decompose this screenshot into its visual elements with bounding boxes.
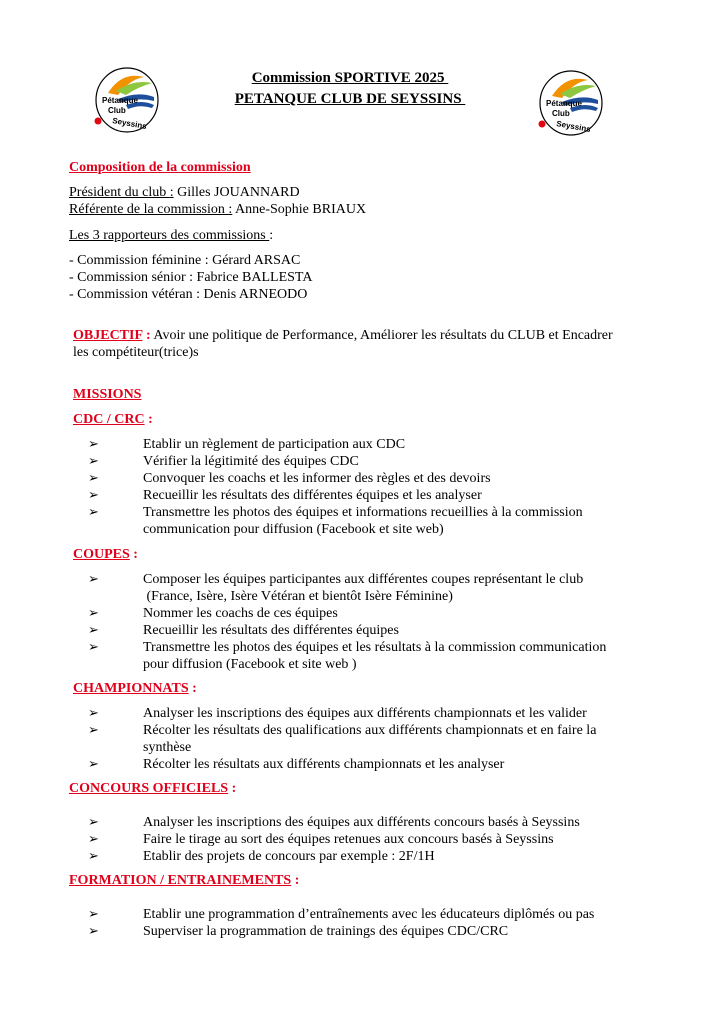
section-title-suffix: :: [129, 547, 138, 562]
page-title-line1: Commission SPORTIVE 2025: [251, 70, 449, 86]
bullet-arrow-icon: ➢: [88, 923, 99, 938]
list-item-continuation: pour diffusion (Facebook et site web ): [143, 657, 357, 672]
president-sep: :: [169, 185, 174, 200]
rapporteurs-line: [69, 227, 273, 244]
list-item: Recueillir les résultats des différentes équipes et les analyser: [143, 488, 482, 503]
section-title-suffix: :: [228, 781, 237, 796]
section-title-coupes: [73, 546, 138, 563]
bullet-arrow-icon: ➢: [88, 705, 99, 720]
section-title-text: CDC / CRC: [73, 412, 145, 427]
list-item-continuation: (France, Isère, Isère Vétéran et bientôt Isère Féminine): [143, 589, 453, 604]
list-item: Analyser les inscriptions des équipes aux différents championnats et les valider: [143, 706, 587, 721]
bullet-arrow-icon: ➢: [88, 622, 99, 637]
objectif-colon: :: [142, 328, 151, 343]
section-title-text: COUPES: [73, 547, 130, 562]
president-line: [69, 184, 300, 201]
bullet-arrow-icon: ➢: [88, 487, 99, 502]
list-item-continuation: communication pour diffusion (Facebook et site web): [143, 522, 444, 537]
section-title-suffix: :: [188, 681, 197, 696]
president-label: Président du club: [69, 185, 170, 200]
bullet-arrow-icon: ➢: [88, 571, 99, 586]
member-line: - Commission vétéran : Denis ARNEODO: [69, 287, 308, 302]
list-item: Recueillir les résultats des différentes équipes: [143, 623, 399, 638]
logo-text-line1: Pétanque: [102, 96, 139, 105]
bullet-arrow-icon: ➢: [88, 848, 99, 863]
section-title-text: CHAMPIONNATS: [73, 681, 189, 696]
objectif-text: Avoir une politique de Performance, Améliorer les résultats du CLUB et Encadrer: [150, 328, 613, 343]
objectif-label: OBJECTIF: [73, 328, 143, 343]
rapporteurs-sep: :: [269, 228, 274, 243]
list-item: Récolter les résultats aux différents championnats et les analyser: [143, 757, 505, 772]
bullet-arrow-icon: ➢: [88, 756, 99, 771]
section-title-suffix: :: [144, 412, 153, 427]
bullet-arrow-icon: ➢: [88, 906, 99, 921]
bullet-arrow-icon: ➢: [88, 831, 99, 846]
list-item: Etablir des projets de concours par exemple : 2F/1H: [143, 849, 435, 864]
list-item: Superviser la programmation de trainings des équipes CDC/CRC: [143, 924, 509, 939]
list-item: Récolter les résultats des qualifications aux différents championnats et en faire la: [143, 723, 597, 738]
bullet-arrow-icon: ➢: [88, 639, 99, 654]
composition-heading: Composition de la commission: [69, 160, 251, 175]
referente-label: Référente de la commission: [69, 202, 229, 217]
page-title-line2: PETANQUE CLUB DE SEYSSINS: [234, 91, 466, 107]
section-title-concours: [69, 780, 236, 797]
section-title-formation: [69, 872, 299, 889]
bullet-arrow-icon: ➢: [88, 605, 99, 620]
bullet-arrow-icon: ➢: [88, 436, 99, 451]
logo-text-line3: Seyssins: [555, 119, 592, 134]
section-title-text: FORMATION / ENTRAINEMENTS: [69, 873, 292, 888]
bullet-arrow-icon: ➢: [88, 814, 99, 829]
logo-text-line3: Seyssins: [111, 116, 148, 131]
referente-line: [69, 201, 366, 218]
logo-text-line1: Pétanque: [546, 99, 583, 108]
member-line: - Commission féminine : Gérard ARSAC: [69, 253, 301, 268]
referente-sep: :: [228, 202, 233, 217]
rapporteurs-label: Les 3 rapporteurs des commissions: [69, 228, 270, 243]
list-item: Analyser les inscriptions des équipes aux différents concours basés à Seyssins: [143, 815, 580, 830]
section-title-suffix: :: [291, 873, 300, 888]
list-item: Vérifier la légitimité des équipes CDC: [143, 454, 359, 469]
bullet-arrow-icon: ➢: [88, 722, 99, 737]
referente-name: Anne-Sophie BRIAUX: [232, 202, 367, 217]
list-item: Etablir une programmation d’entraînements avec les éducateurs diplômés ou pas: [143, 907, 595, 922]
list-item-continuation: synthèse: [143, 740, 192, 755]
list-item: Convoquer les coachs et les informer des règles et des devoirs: [143, 471, 491, 486]
section-title-cdc-crc: [73, 411, 153, 428]
missions-heading: MISSIONS: [73, 387, 142, 402]
list-item: Faire le tirage au sort des équipes retenues aux concours basés à Seyssins: [143, 832, 554, 847]
objectif-line2: les compétiteur(trice)s: [73, 345, 199, 360]
bullet-arrow-icon: ➢: [88, 453, 99, 468]
objectif-line1: [73, 327, 613, 344]
logo-text-line2: Club: [552, 109, 570, 118]
list-item: Transmettre les photos des équipes et informations recueillies à la commission: [143, 505, 583, 520]
logo-text-line2: Club: [108, 106, 126, 115]
list-item: Composer les équipes participantes aux différentes coupes représentant le club: [143, 572, 584, 587]
president-name: Gilles JOUANNARD: [173, 185, 300, 200]
section-title-championnats: [73, 680, 197, 697]
list-item: Etablir un règlement de participation aux CDC: [143, 437, 406, 452]
list-item: Transmettre les photos des équipes et les résultats à la commission communication: [143, 640, 607, 655]
bullet-arrow-icon: ➢: [88, 470, 99, 485]
list-item: Nommer les coachs de ces équipes: [143, 606, 338, 621]
section-title-text: CONCOURS OFFICIELS: [69, 781, 229, 796]
bullet-arrow-icon: ➢: [88, 504, 99, 519]
member-line: - Commission sénior : Fabrice BALLESTA: [69, 270, 313, 285]
